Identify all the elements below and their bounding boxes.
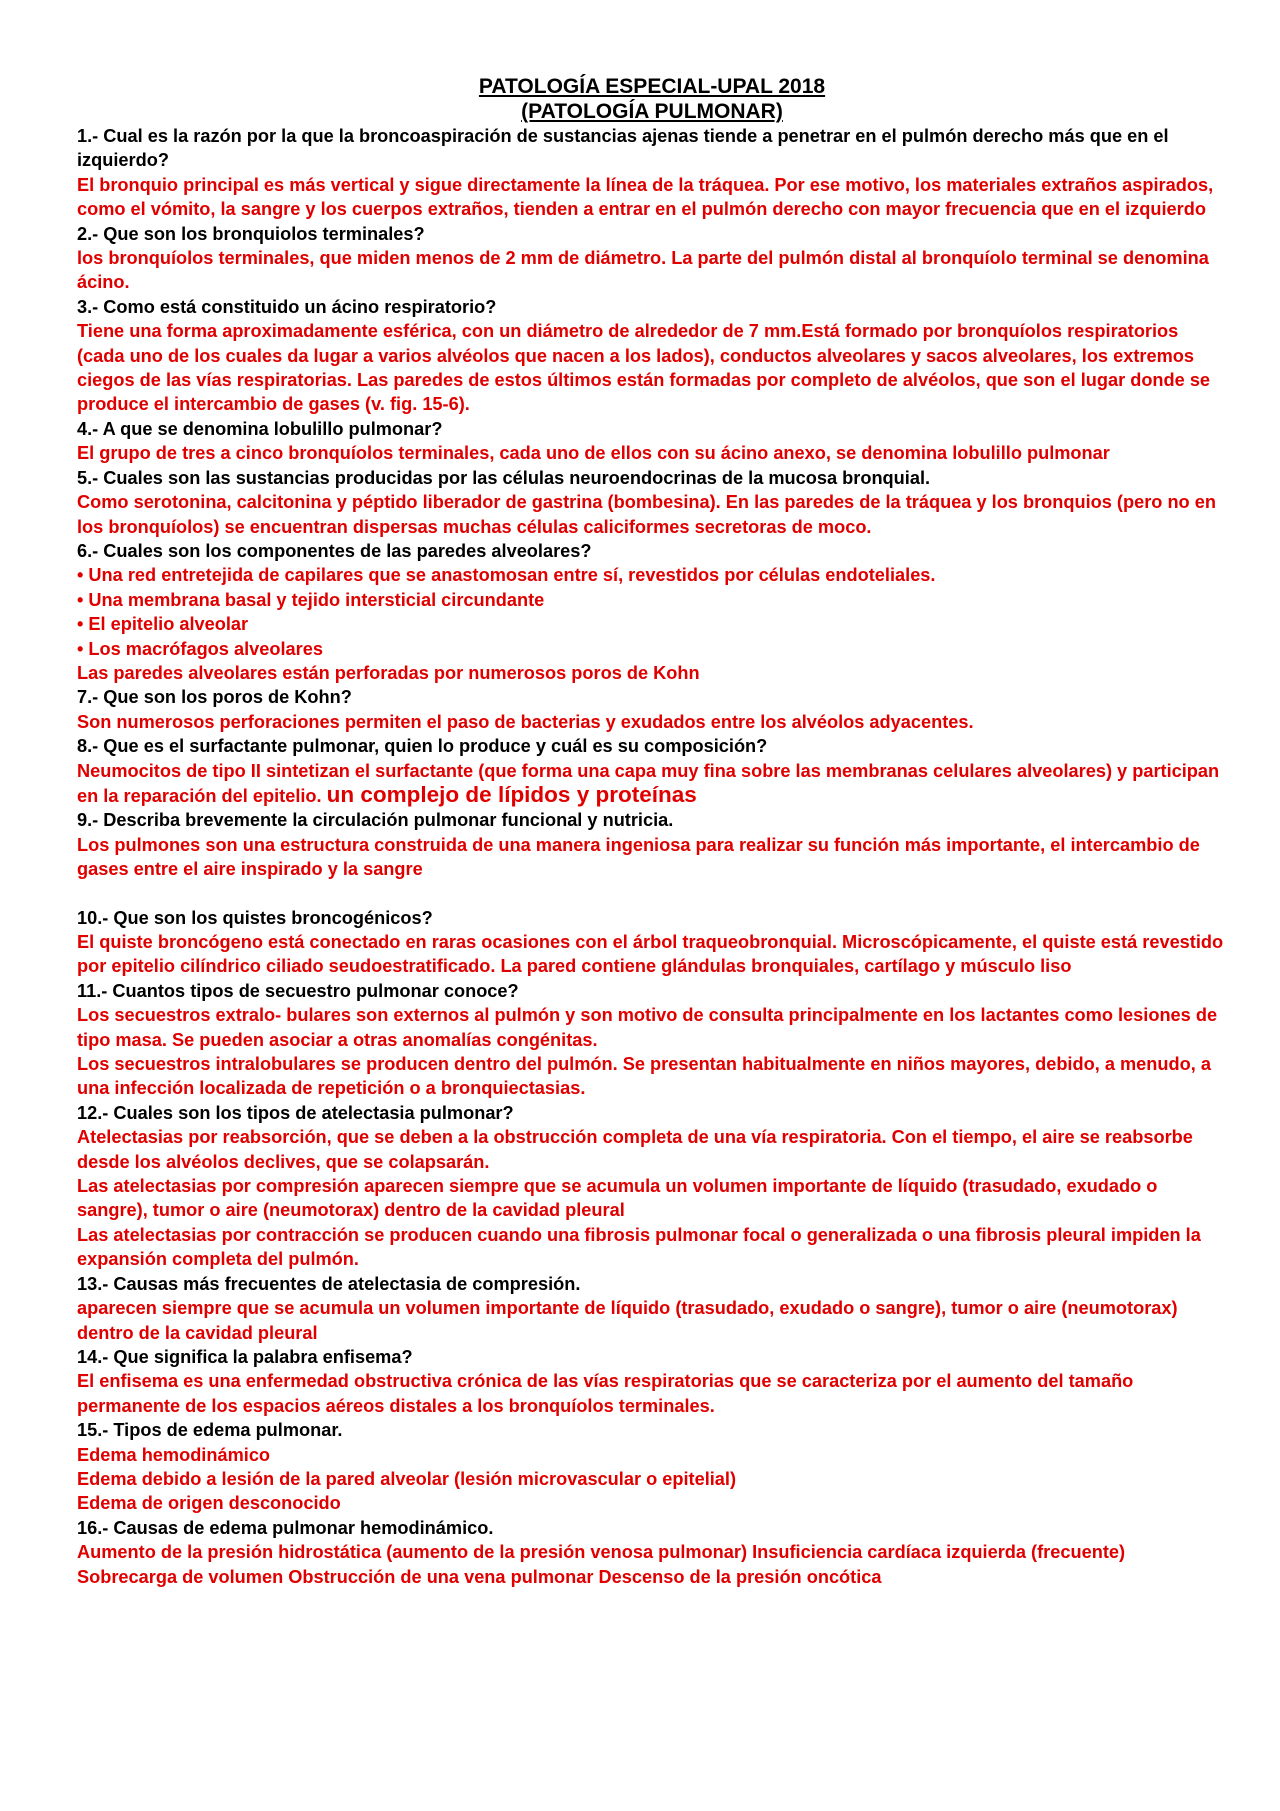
question-7: 7.- Que son los poros de Kohn?: [77, 687, 352, 708]
question-10: 10.- Que son los quistes broncogénicos?: [77, 907, 433, 928]
answer-13: aparecen siempre que se acumula un volumen importante de líquido (trasudado, exudado o sangre), tumor o aire (neumotorax) dentro de la cavidad pleural: [77, 1298, 1178, 1343]
question-1: 1.- Cual es la razón por la que la broncoaspiración de sustancias ajenas tiende a penetrar en el pulmón derecho más que en el izquierdo?: [77, 126, 1169, 171]
answer-8: [77, 759, 1227, 809]
answer-2: los bronquíolos terminales, que miden menos de 2 mm de diámetro. La parte del pulmón distal al bronquíolo terminal se denomina ácino.: [77, 248, 1209, 293]
answer-12-part-1: Atelectasias por reabsorción, que se deben a la obstrucción completa de una vía respiratoria. Con el tiempo, el aire se reabsorbe desde los alvéolos declives, que se colapsarán.: [77, 1127, 1193, 1172]
question-9: 9.- Describa brevemente la circulación pulmonar funcional y nutricia.: [77, 810, 674, 831]
answer-12-part-3: Las atelectasias por contracción se producen cuando una fibrosis pulmonar focal o generalizada o una fibrosis pleural impiden la expansión completa del pulmón.: [77, 1224, 1201, 1270]
answer-5: Como serotonina, calcitonina y péptido liberador de gastrina (bombesina). En las paredes de la tráquea y los bronquios (pero no en los bronquíolos) se encuentran dispersas muchas células caliciformes secretoras de moco.: [77, 492, 1216, 537]
answer-15-item-3: Edema de origen desconocido: [77, 1493, 341, 1514]
answer-6-bullet-4: • Los macrófagos alveolares: [77, 638, 323, 659]
answer-14: El enfisema es una enfermedad obstructiva crónica de las vías respiratorias que se caracteriza por el aumento del tamaño permanente de los espacios aéreos distales a los bronquíolos terminales.: [77, 1371, 1134, 1416]
answer-3: Tiene una forma aproximadamente esférica, con un diámetro de alrededor de 7 mm.Está formado por bronquíolos respiratorios (cada uno de los cuales da lugar a varios alvéolos que nacen a los lados), conductos alveolares y sacos alveolares, los extremos ciegos de las vías respiratorias. Las paredes de estos últimos están formadas por completo de alvéolos, que son el lugar donde se produce el intercambio de gases (v. fig. 15-6).: [77, 321, 1211, 415]
title-line-1: PATOLOGÍA ESPECIAL-UPAL 2018: [478, 75, 826, 98]
answer-6-bullet-1: • Una red entretejida de capilares que se anastomosan entre sí, revestidos por células endoteliales.: [77, 565, 936, 586]
answer-11-part-1: Los secuestros extralo- bulares son externos al pulmón y son motivo de consulta principalmente en los lactantes como lesiones de tipo masa. Se pueden asociar a otras anomalías congénitas.: [77, 1005, 1218, 1050]
answer-4: El grupo de tres a cinco bronquíolos terminales, cada uno de ellos con su ácino anexo, se denomina lobulillo pulmonar: [77, 443, 1110, 464]
question-15: 15.- Tipos de edema pulmonar.: [77, 1420, 343, 1441]
answer-7: Son numerosos perforaciones permiten el paso de bacterias y exudados entre los alvéolos adyacentes.: [77, 711, 974, 732]
answer-15-item-2: Edema debido a lesión de la pared alveolar (lesión microvascular o epitelial): [77, 1468, 737, 1489]
question-4: 4.- A que se denomina lobulillo pulmonar?: [77, 418, 443, 439]
document-title: [77, 74, 1227, 124]
answer-10: El quiste broncógeno está conectado en raras ocasiones con el árbol traqueobronquial. Microscópicamente, el quiste está revestido por epitelio cilíndrico ciliado seudoestratificado. La pared contiene glándulas bronquiales, cartílago y músculo liso: [77, 932, 1224, 977]
answer-6-note: Las paredes alveolares están perforadas por numerosos poros de Kohn: [77, 662, 700, 683]
question-11: 11.- Cuantos tipos de secuestro pulmonar conoce?: [77, 980, 519, 1001]
answer-11-part-2: Los secuestros intralobulares se producen dentro del pulmón. Se presentan habitualmente en niños mayores, debido, a menudo, a una infección localizada de repetición o a bronquiectasias.: [77, 1054, 1211, 1099]
answer-15-item-1: Edema hemodinámico: [77, 1444, 271, 1465]
document-page: [77, 74, 1227, 1589]
title-line-2: (PATOLOGÍA PULMONAR): [521, 100, 783, 123]
question-2: 2.- Que son los bronquiolos terminales?: [77, 223, 425, 244]
answer-12-part-2: Las atelectasias por compresión aparecen siempre que se acumula un volumen importante de líquido (trasudado, exudado o sangre), tumor o aire (neumotorax) dentro de la cavidad pleural: [77, 1176, 1158, 1221]
question-5: 5.- Cuales son las sustancias producidas por las células neuroendocrinas de la mucosa bronquial.: [77, 467, 931, 488]
question-14: 14.- Que significa la palabra enfisema?: [77, 1346, 413, 1367]
question-13: 13.- Causas más frecuentes de atelectasia de compresión.: [77, 1273, 581, 1294]
question-6: 6.- Cuales son los componentes de las paredes alveolares?: [77, 540, 592, 561]
question-3: 3.- Como está constituido un ácino respiratorio?: [77, 296, 497, 317]
question-8: 8.- Que es el surfactante pulmonar, quien lo produce y cuál es su composición?: [77, 736, 768, 757]
answer-6-bullet-3: • El epitelio alveolar: [77, 614, 249, 635]
answer-8-text: Neumocitos de tipo II sintetizan el surfactante (que forma una capa muy fina sobre las membranas celulares alveolares) y participan en la reparación del epitelio.: [77, 760, 1220, 806]
answer-6-bullet-2: • Una membrana basal y tejido intersticial circundante: [77, 589, 545, 610]
answer-1: El bronquio principal es más vertical y sigue directamente la línea de la tráquea. Por ese motivo, los materiales extraños aspirados, como el vómito, la sangre y los cuerpos extraños, tienden a entrar en el pulmón derecho con mayor frecuencia que en el izquierdo: [77, 174, 1214, 220]
question-12: 12.- Cuales son los tipos de atelectasia pulmonar?: [77, 1102, 514, 1123]
answer-8-emphasis: un complejo de lípidos y proteínas: [326, 781, 697, 807]
answer-16: Aumento de la presión hidrostática (aumento de la presión venosa pulmonar) Insuficiencia cardíaca izquierda (frecuente) Sobrecarga de volumen Obstrucción de una vena pulmonar Descenso de la presión oncótica: [77, 1542, 1126, 1587]
question-16: 16.- Causas de edema pulmonar hemodinámico.: [77, 1517, 494, 1538]
spacer: [77, 882, 1227, 906]
answer-9: Los pulmones son una estructura construida de una manera ingeniosa para realizar su función más importante, el intercambio de gases entre el aire inspirado y la sangre: [77, 834, 1200, 880]
